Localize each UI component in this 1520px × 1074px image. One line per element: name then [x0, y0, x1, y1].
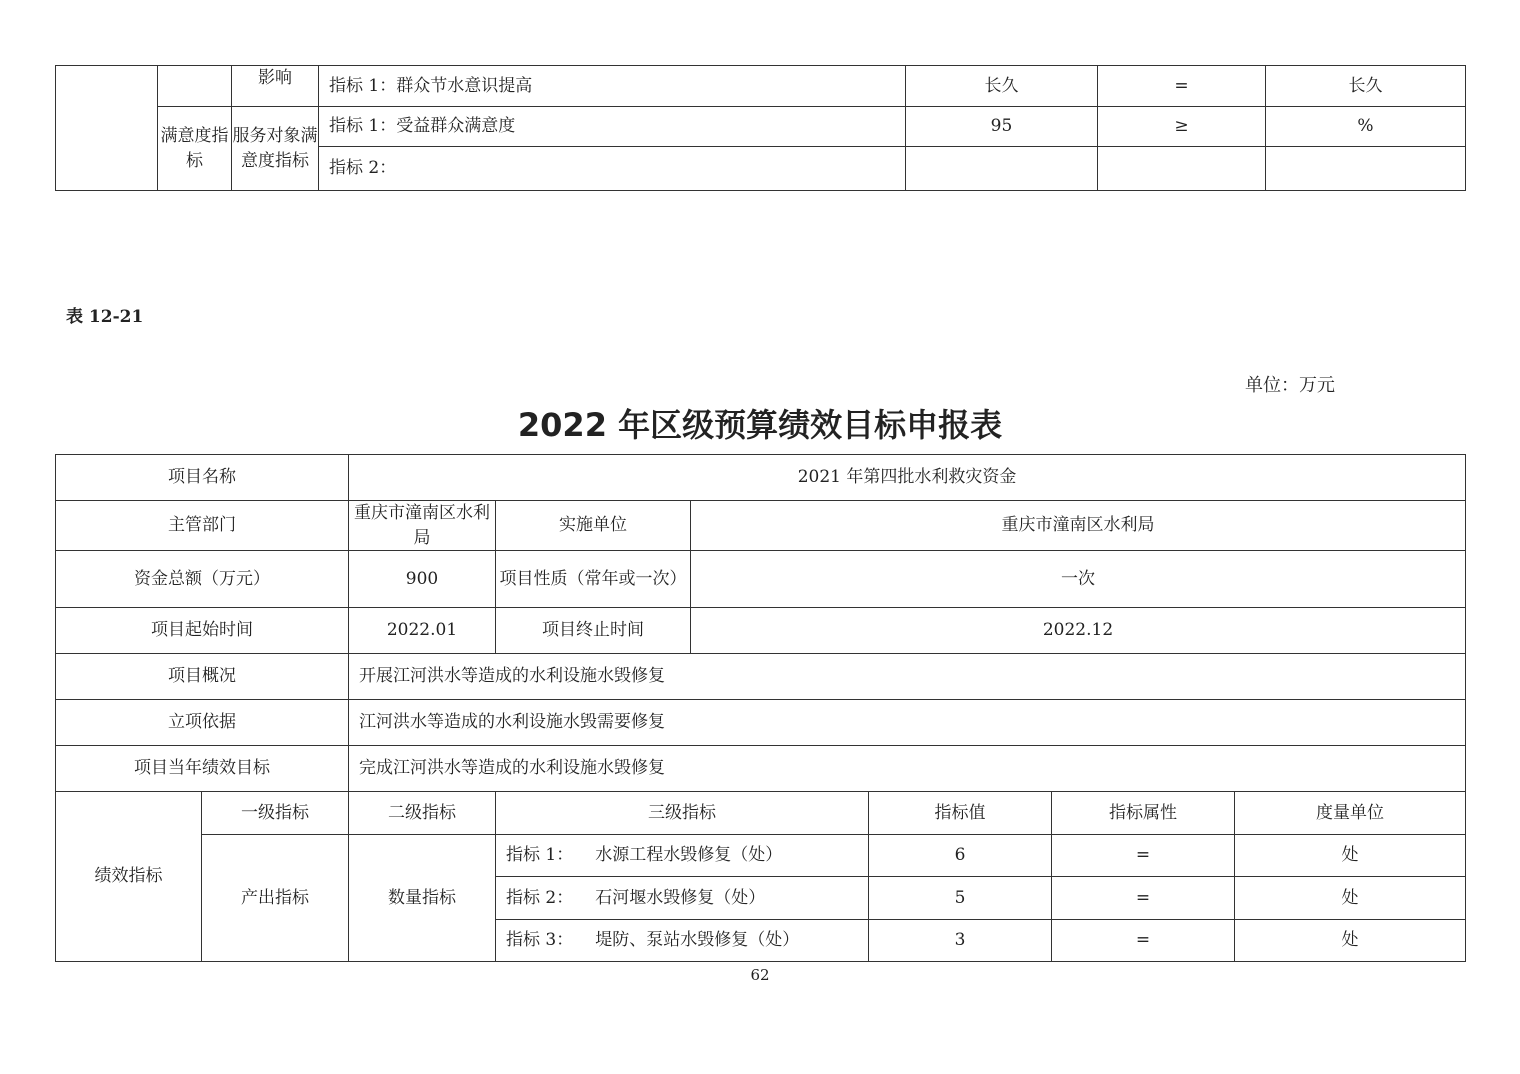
basis-value: 江河洪水等造成的水利设施水毁需要修复: [349, 700, 1466, 746]
indicator-value: [906, 147, 1098, 191]
indicator-unit: 处: [1235, 920, 1466, 962]
indicator-attr: =: [1052, 877, 1235, 920]
header-value: 指标值: [869, 792, 1052, 835]
indicator-value: 长久: [906, 66, 1098, 107]
overview-label: 项目概况: [56, 654, 349, 700]
nature-value: 一次: [691, 551, 1466, 608]
perf-indicators-label: 绩效指标: [56, 792, 202, 962]
unit-label: 单位：万元: [1245, 375, 1335, 396]
document-title: 2022 年区级预算绩效目标申报表: [517, 406, 1003, 444]
indicator-unit: 处: [1235, 877, 1466, 920]
indicator-value: 95: [906, 107, 1098, 147]
indicator-name: 指标 1：受益群众满意度: [319, 107, 906, 147]
indicator-name: 指标 1：群众节水意识提高: [319, 66, 906, 107]
goal-label: 项目当年绩效目标: [56, 746, 349, 792]
indicator-name: 石河堰水毁修复（处）: [595, 887, 766, 908]
budget-performance-table: [55, 454, 1466, 962]
end-label: 项目终止时间: [496, 608, 691, 654]
indicator-name: 水源工程水毁修复（处）: [595, 845, 783, 866]
indicator-num: 指标 2：: [506, 887, 574, 908]
indicator-row: [496, 920, 869, 962]
page-number: 62: [750, 966, 770, 984]
indicator-unit: %: [1266, 107, 1466, 147]
continuation-table: [55, 65, 1466, 191]
table-label: 表 12-21: [66, 307, 144, 327]
dept-label: 主管部门: [56, 501, 349, 551]
basis-label: 立项依据: [56, 700, 349, 746]
goal-value: 完成江河洪水等造成的水利设施水毁修复: [349, 746, 1466, 792]
output-indicator-label: 产出指标: [202, 835, 349, 962]
indicator-value: 5: [869, 877, 1052, 920]
indicator-name: 堤防、泵站水毁修复（处）: [595, 930, 800, 951]
impl-value: 重庆市潼南区水利局: [691, 501, 1466, 551]
header-level1: 一级指标: [202, 792, 349, 835]
level2-satisfaction: 服务对象满意度指标: [232, 107, 319, 191]
level2-impact: 影响: [232, 66, 319, 107]
header-unit: 度量单位: [1235, 792, 1466, 835]
header-attr: 指标属性: [1052, 792, 1235, 835]
indicator-name: 指标 2：: [319, 147, 906, 191]
nature-label: 项目性质（常年或一次）: [496, 551, 691, 608]
funds-value: 900: [349, 551, 496, 608]
indicator-unit: [1266, 147, 1466, 191]
indicator-value: 6: [869, 835, 1052, 877]
blank-cell: [158, 66, 232, 107]
start-label: 项目起始时间: [56, 608, 349, 654]
indicator-attr: =: [1052, 920, 1235, 962]
indicator-attr: ≥: [1098, 107, 1266, 147]
indicator-num: 指标 3：: [506, 930, 574, 951]
indicator-value: 3: [869, 920, 1052, 962]
funds-label: 资金总额（万元）: [56, 551, 349, 608]
project-name-label: 项目名称: [56, 455, 349, 501]
indicator-unit: 长久: [1266, 66, 1466, 107]
level1-satisfaction: 满意度指标: [158, 107, 232, 191]
start-value: 2022.01: [349, 608, 496, 654]
indicator-attr: =: [1052, 835, 1235, 877]
indicator-row: [496, 835, 869, 877]
impl-label: 实施单位: [496, 501, 691, 551]
indicator-attr: [1098, 147, 1266, 191]
dept-value: 重庆市潼南区水利局: [349, 501, 496, 551]
project-name-value: 2021 年第四批水利救灾资金: [349, 455, 1466, 501]
indicator-attr: =: [1098, 66, 1266, 107]
indicator-unit: 处: [1235, 835, 1466, 877]
quantity-indicator-label: 数量指标: [349, 835, 496, 962]
indicator-num: 指标 1：: [506, 845, 574, 866]
overview-value: 开展江河洪水等造成的水利设施水毁修复: [349, 654, 1466, 700]
blank-cell: [56, 66, 158, 191]
end-value: 2022.12: [691, 608, 1466, 654]
indicator-row: [496, 877, 869, 920]
header-level3: 三级指标: [496, 792, 869, 835]
header-level2: 二级指标: [349, 792, 496, 835]
